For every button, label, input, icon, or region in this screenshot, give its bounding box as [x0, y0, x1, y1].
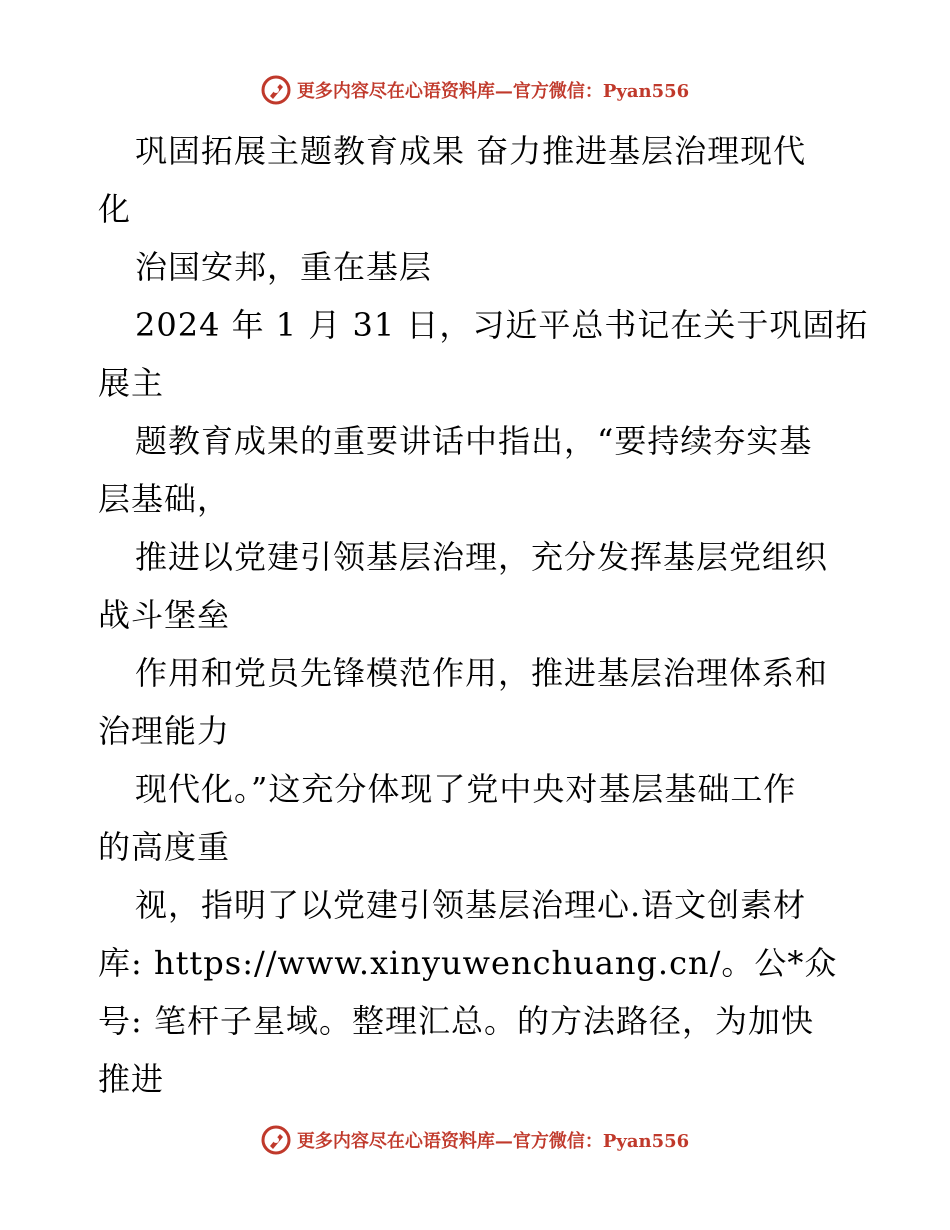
paragraph-line: 展主 — [98, 364, 165, 402]
pen-seal-logo-icon — [261, 1125, 291, 1155]
paragraph-line: 的高度重 — [98, 828, 231, 866]
paragraph-line: 推进 — [98, 1060, 165, 1098]
paragraph-line: 推进以党建引领基层治理，充分发挥基层党组织 — [135, 538, 829, 576]
paragraph-line: 作用和党员先锋模范作用，推进基层治理体系和 — [135, 654, 829, 692]
title-line-1: 巩固拓展主题教育成果 奋力推进基层治理现代 — [135, 132, 807, 170]
paragraph-line: 治国安邦，重在基层 — [135, 248, 433, 286]
paragraph-line: 视，指明了以党建引领基层治理心.语文创素材 — [135, 886, 807, 924]
paragraph-line: 库: https://www.xinyuwenchuang.cn/。公*众 — [98, 944, 838, 982]
paragraph-line: 2024 年 1 月 31 日，习近平总书记在关于巩固拓 — [135, 306, 869, 344]
paragraph-line: 号: 笔杆子星域。整理汇总。的方法路径，为加快 — [98, 1002, 814, 1040]
pen-seal-logo-icon — [261, 75, 291, 105]
title-line-2: 化 — [98, 190, 132, 228]
paragraph-line: 治理能力 — [98, 712, 231, 750]
paragraph-line: 战斗堡垒 — [98, 596, 231, 634]
footer-banner-text: 更多内容尽在心语资料库—官方微信：Pyan556 — [296, 1131, 690, 1152]
document-body — [98, 122, 869, 1108]
paragraph-line: 题教育成果的重要讲话中指出，“要持续夯实基 — [135, 422, 813, 460]
footer-banner — [0, 1122, 950, 1158]
paragraph-line: 层基础， — [98, 480, 231, 518]
header-banner — [0, 72, 950, 108]
paragraph-line: 现代化。”这充分体现了党中央对基层基础工作 — [135, 770, 797, 808]
header-banner-text: 更多内容尽在心语资料库—官方微信：Pyan556 — [296, 81, 690, 102]
